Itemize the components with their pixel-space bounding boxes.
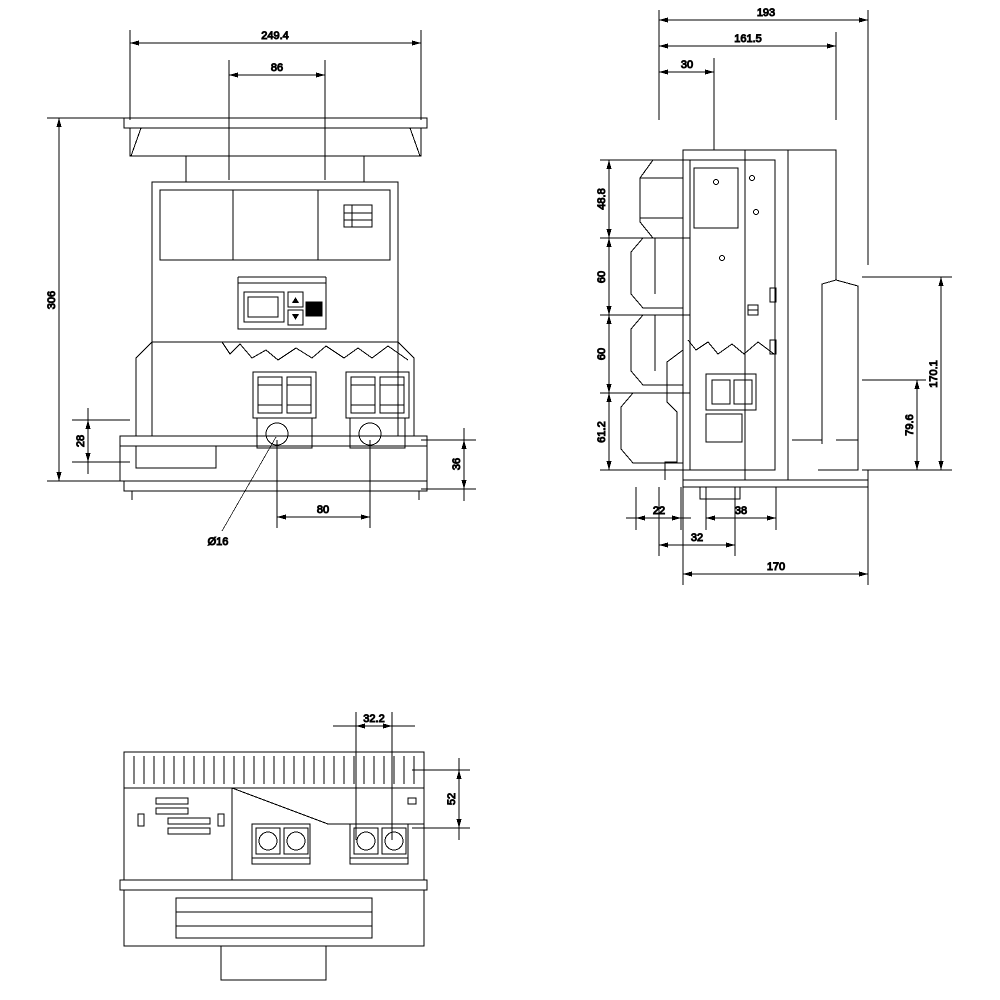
- dim-label-top-step: 30: [680, 59, 694, 71]
- dim-label-inner-width: 86: [270, 62, 284, 74]
- dim-label-right-height-2: 79.6: [904, 414, 916, 436]
- side-body: [621, 150, 868, 499]
- top-view: [120, 712, 470, 980]
- dim-label-terminal-spacing: 80: [316, 504, 330, 516]
- dim-base-chain: [626, 487, 776, 530]
- top-terminal-right: [350, 824, 408, 864]
- dim-label-v4: 61.2: [596, 421, 608, 443]
- dim-label-base-b: 38: [734, 505, 748, 517]
- dim-label-terminal-width: 32.2: [363, 713, 385, 725]
- side-view: [596, 7, 952, 585]
- front-view: [46, 30, 476, 548]
- dim-base-c: [659, 487, 735, 556]
- dim-label-body-depth: 161.5: [734, 33, 762, 45]
- dim-label-base-a: 22: [652, 505, 666, 517]
- dim-label-v1: 48.8: [596, 188, 608, 210]
- dim-label-terminal-depth: 52: [446, 792, 458, 806]
- dim-label-hole-diameter: Ø16: [207, 536, 229, 548]
- leader-hole-diameter: [222, 437, 276, 531]
- dim-label-lower-offset: 28: [75, 434, 87, 448]
- dim-label-overall-width: 249.4: [261, 30, 289, 42]
- dim-body-depth: [659, 32, 836, 120]
- dim-bottom-right: [421, 428, 476, 501]
- dim-label-base-c: 32: [690, 532, 704, 544]
- dim-label-right-height: 170.1: [928, 360, 940, 388]
- dim-label-overall-depth: 193: [756, 7, 776, 19]
- dim-inner-width: [229, 60, 325, 180]
- dim-right-height-2: [862, 380, 926, 470]
- front-body: [120, 118, 427, 500]
- dim-top-step: [659, 58, 714, 150]
- dim-label-base-total: 170: [766, 561, 786, 573]
- dim-label-v2: 60: [596, 270, 608, 284]
- terminal-right: [346, 372, 409, 448]
- dim-label-v3: 60: [596, 347, 608, 361]
- top-terminal-left: [252, 824, 310, 864]
- dim-label-bottom-right: 36: [451, 457, 463, 471]
- dim-terminal-depth: [412, 758, 470, 840]
- top-body: [120, 752, 427, 980]
- terminal-left: [253, 372, 316, 448]
- dim-label-overall-height: 306: [46, 290, 58, 310]
